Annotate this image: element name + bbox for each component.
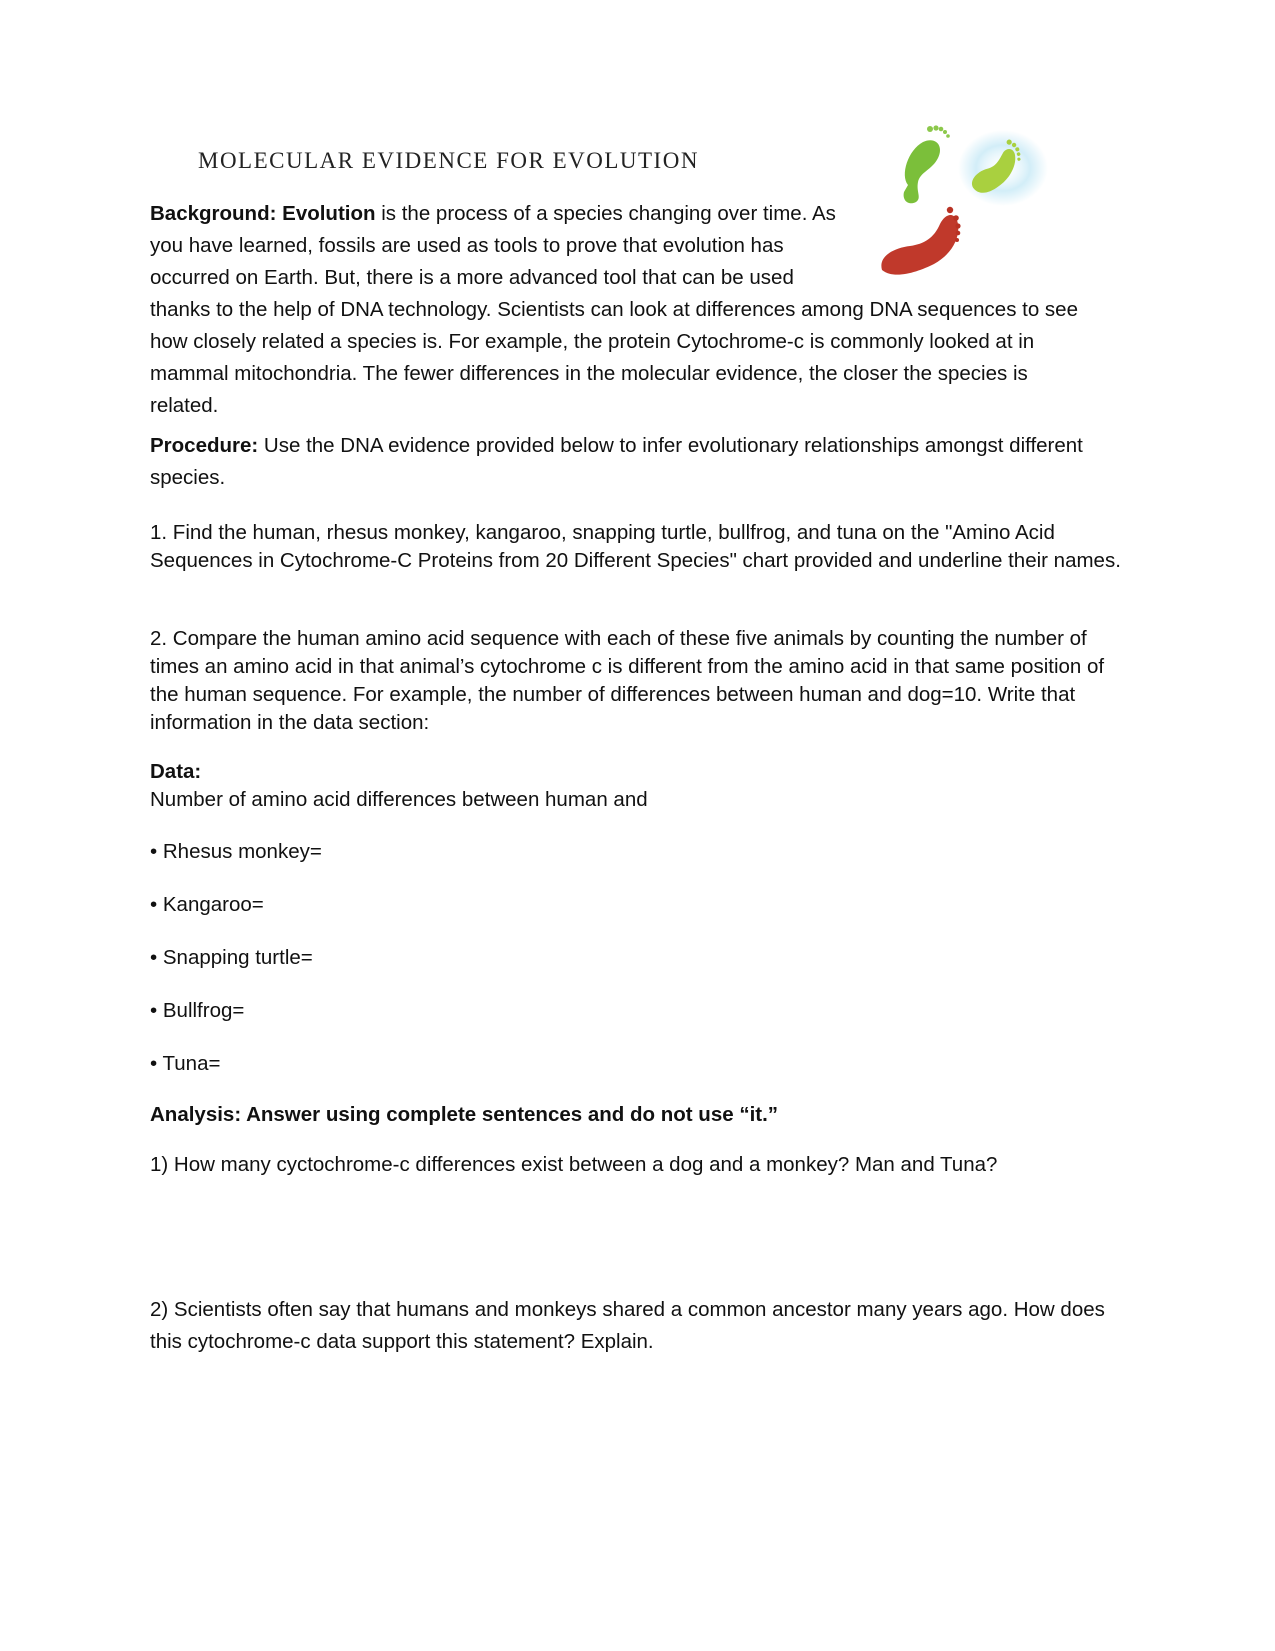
page-title: MOLECULAR EVIDENCE FOR EVOLUTION [198, 148, 699, 173]
analysis-question-2-line-1: 2) Scientists often say that humans and monkeys shared a common ancestor many years ago. How does [150, 1298, 1105, 1321]
background-section [150, 198, 1110, 422]
green-footprint-icon [904, 125, 950, 203]
procedure-section [150, 430, 1130, 494]
analysis-question-2 [150, 1294, 1130, 1358]
procedure-text: Use the DNA evidence provided below to infer evolutionary relationships amongst different species. [150, 434, 1083, 489]
step-1: 1. Find the human, rhesus monkey, kangaroo, snapping turtle, bullfrog, and tuna on the "Amino Acid Sequences in Cytochrome-C Proteins from 20 Different Species" chart provided and underline their names. [150, 521, 1121, 572]
background-line-1 [150, 198, 1110, 230]
analysis-label: Analysis: Answer using complete sentences and do not use “it.” [150, 1103, 779, 1126]
data-intro: Number of amino acid differences between human and [150, 788, 648, 811]
background-line-1-rest: is the process of a species changing over time. As [375, 202, 836, 225]
data-item-tuna: • Tuna= [150, 1052, 221, 1075]
procedure-label: Procedure: [150, 434, 259, 457]
background-label: Background: [150, 202, 277, 225]
data-item-bullfrog: • Bullfrog= [150, 999, 245, 1022]
background-line-6: mammal mitochondria. The fewer differences in the molecular evidence, the closer the species is [150, 362, 1028, 385]
background-line-3: occurred on Earth. But, there is a more advanced tool that can be used [150, 266, 794, 289]
background-line-7: related. [150, 394, 219, 417]
analysis-question-1: 1) How many cyctochrome-c differences exist between a dog and a monkey? Man and Tuna? [150, 1153, 998, 1176]
data-item-rhesus-monkey: • Rhesus monkey= [150, 840, 322, 863]
data-item-kangaroo: • Kangaroo= [150, 893, 264, 916]
step-2: 2. Compare the human amino acid sequence with each of these five animals by counting the number of times an amino acid in that animal’s cytochrome c is different from the amino acid in that same position of the human sequence. For example, the number of differences between human and dog=10. Write that information in the data section: [150, 627, 1105, 734]
data-label: Data: [150, 760, 202, 783]
background-line-4: thanks to the help of DNA technology. Scientists can look at differences among DNA sequences to see [150, 298, 1078, 321]
analysis-question-2-line-2: this cytochrome-c data support this statement? Explain. [150, 1330, 654, 1353]
evolution-term: Evolution [282, 202, 376, 225]
data-section [150, 758, 1130, 814]
data-item-snapping-turtle: • Snapping turtle= [150, 946, 313, 969]
background-line-5: how closely related a species is. For example, the protein Cytochrome-c is commonly looked at in [150, 330, 1035, 353]
background-line-2: you have learned, fossils are used as tools to prove that evolution has [150, 234, 784, 257]
